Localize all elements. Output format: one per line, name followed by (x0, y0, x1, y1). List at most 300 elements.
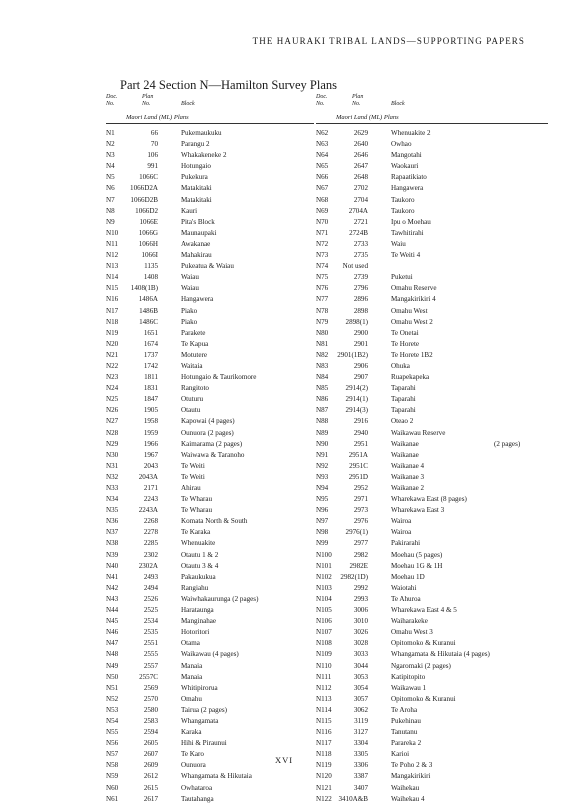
table-row (106, 561, 314, 572)
doc-no: N65 (316, 162, 329, 171)
doc-no: N50 (106, 672, 119, 681)
doc-no: N24 (106, 384, 119, 393)
block-name: Waikawau (4 pages) (181, 650, 239, 659)
doc-no: N100 (316, 550, 332, 559)
plan-no: 2646 (353, 151, 368, 160)
table-row (316, 771, 548, 782)
plan-no: 3306 (353, 761, 368, 770)
block-name: Te Weiti 4 (391, 251, 421, 260)
block-name: Te Weiti (181, 472, 205, 481)
block-name: Waiharakeke (391, 617, 428, 626)
plan-no: Not used (342, 262, 368, 271)
doc-no: N112 (316, 683, 332, 692)
block-name: Manaia (181, 672, 203, 681)
doc-no: N80 (316, 328, 329, 337)
table-row (106, 272, 314, 283)
doc-no: N7 (106, 195, 115, 204)
block-name: Pukeatua & Waiau (181, 262, 234, 271)
block-name: Wharekawa East 4 & 5 (391, 606, 457, 615)
doc-no: N108 (316, 639, 332, 648)
plan-no: 2494 (143, 583, 158, 592)
block-name: Tautahanga (181, 794, 214, 803)
plan-no: 1905 (143, 406, 158, 415)
plan-no: 70 (150, 140, 158, 149)
table-row (106, 771, 314, 782)
block-name: Parakete (181, 328, 206, 337)
doc-no: N9 (106, 217, 115, 226)
doc-no: N90 (316, 439, 329, 448)
doc-no: N116 (316, 728, 332, 737)
block-name: Otautu 1 & 2 (181, 550, 219, 559)
table-row (316, 228, 548, 239)
doc-no: N52 (106, 694, 119, 703)
table-row (316, 716, 548, 727)
plan-no: 2721 (353, 217, 368, 226)
table-row (106, 239, 314, 250)
table-row (106, 594, 314, 605)
table-row (106, 638, 314, 649)
doc-no: N91 (316, 450, 329, 459)
plan-no: 2243A (138, 506, 158, 515)
plan-no: 3305 (353, 750, 368, 759)
table-row (106, 416, 314, 427)
plan-no: 1066I (141, 251, 158, 260)
subheading: Maori Land (ML) Plans (126, 114, 189, 121)
table-row (106, 361, 314, 372)
plan-no: 3304 (353, 739, 368, 748)
block-name: Mangotahi (391, 151, 422, 160)
divider (106, 123, 314, 124)
plan-no: 3028 (353, 639, 368, 648)
plan-no: 1066E (139, 217, 158, 226)
plans-column-right (316, 92, 548, 805)
plan-no: 2526 (143, 594, 158, 603)
block-name: Te Karo (181, 750, 204, 759)
table-row (316, 161, 548, 172)
plans-list-left (106, 128, 314, 805)
block-name: Te Ahuroa (391, 594, 421, 603)
table-row (106, 494, 314, 505)
table-row (106, 150, 314, 161)
plan-no: 2302A (138, 561, 158, 570)
block-name: Hotoritori (181, 628, 210, 637)
doc-no: N63 (316, 140, 329, 149)
block-name: Manginahae (181, 617, 217, 626)
plan-no: 2580 (143, 705, 158, 714)
plan-no: 2973 (353, 506, 368, 515)
doc-no: N6 (106, 184, 115, 193)
table-row (106, 794, 314, 805)
doc-no: N121 (316, 783, 332, 792)
block-name: Hotungaio (181, 162, 211, 171)
plan-no: 3407 (353, 783, 368, 792)
doc-no: N69 (316, 206, 329, 215)
block-name: Mangakirikiri (391, 772, 431, 781)
doc-no: N32 (106, 472, 119, 481)
plan-no: 2992 (353, 583, 368, 592)
plan-no: 1651 (143, 328, 158, 337)
block-name: Kaimarama (2 pages) (181, 439, 243, 448)
block-name: Whangamata (181, 716, 219, 725)
plan-no: 106 (147, 151, 158, 160)
block-name: Pita's Block (181, 217, 215, 226)
block-name: Moehau (5 pages) (391, 550, 443, 559)
block-name: Moehau 1D (391, 572, 425, 581)
plan-no: 2243 (143, 495, 158, 504)
plan-no: 2982 (353, 550, 368, 559)
page-number: XVI (274, 755, 294, 765)
table-row (106, 727, 314, 738)
doc-no: N5 (106, 173, 115, 182)
block-name: Owhao (391, 140, 412, 149)
plan-no: 2570 (143, 694, 158, 703)
doc-no: N106 (316, 617, 332, 626)
table-row (316, 283, 548, 294)
block-name: Waiu (391, 239, 406, 248)
block-note: (2 pages) (494, 439, 521, 448)
subheading: Maori Land (ML) Plans (336, 114, 399, 121)
block-name: Awakanae (181, 239, 211, 248)
table-row (106, 505, 314, 516)
table-row (316, 583, 548, 594)
plan-no: 1959 (143, 428, 158, 437)
plan-no: 2551 (143, 639, 158, 648)
plan-no: 2285 (143, 539, 158, 548)
block-name: Te Horete (391, 339, 420, 348)
doc-no: N31 (106, 461, 119, 470)
table-row (316, 206, 548, 217)
plan-no: 3387 (353, 772, 368, 781)
block-name: Whitipirorua (181, 683, 218, 692)
table-row (316, 394, 548, 405)
doc-no: N11 (106, 239, 118, 248)
table-row (316, 527, 548, 538)
plan-no: 1742 (143, 361, 158, 370)
plan-no: 1486B (139, 306, 158, 315)
table-row (106, 250, 314, 261)
plan-no: 2648 (353, 173, 368, 182)
block-name: Moehau 1G & 1H (391, 561, 443, 570)
plan-no: 2640 (353, 140, 368, 149)
plan-no: 1966 (143, 439, 158, 448)
block-name: Taukoro (391, 195, 415, 204)
table-row (106, 605, 314, 616)
table-row (316, 306, 548, 317)
plan-no: 1066D2B (130, 195, 158, 204)
block-name: Taparahi (391, 395, 416, 404)
plan-no: 2278 (143, 528, 158, 537)
table-row (316, 183, 548, 194)
plan-no: 2605 (143, 739, 158, 748)
plan-no: 2951 (353, 439, 368, 448)
table-row (106, 661, 314, 672)
plan-no: 3054 (353, 683, 368, 692)
plan-no: 2952 (353, 484, 368, 492)
table-row (106, 428, 314, 439)
plan-no: 2043 (143, 461, 158, 470)
table-row (106, 572, 314, 583)
block-name: Taukoro (391, 206, 415, 215)
plan-no: 2982(1D) (340, 572, 368, 581)
block-name: Karioi (391, 750, 410, 759)
doc-no: N53 (106, 705, 119, 714)
doc-no: N29 (106, 439, 119, 448)
doc-no: N104 (316, 594, 332, 603)
doc-no: N22 (106, 361, 119, 370)
plans-list-right (316, 128, 548, 805)
doc-no: N114 (316, 705, 332, 714)
doc-no: N27 (106, 417, 119, 426)
plan-no: 2043A (138, 472, 158, 481)
block-name: Kauri (181, 206, 198, 215)
doc-no: N78 (316, 306, 329, 315)
table-row (106, 339, 314, 350)
doc-no: N16 (106, 295, 119, 304)
block-name: Omahu West 3 (391, 628, 433, 637)
table-row (106, 483, 314, 494)
table-row (106, 783, 314, 794)
plans-column-left (106, 92, 314, 805)
block-name: Ohuka (391, 361, 410, 370)
block-name: Opitomoko & Kuranui (391, 639, 456, 648)
doc-no: N23 (106, 373, 119, 382)
table-row (316, 627, 548, 638)
table-row (106, 705, 314, 716)
block-name: Ruapekapeka (391, 373, 430, 382)
table-row (106, 683, 314, 694)
plan-no: 2982E (349, 561, 368, 570)
table-row (106, 649, 314, 660)
doc-no: N14 (106, 273, 119, 282)
block-name: Whakakeneke 2 (181, 151, 227, 160)
table-row (106, 206, 314, 217)
doc-no: N68 (316, 195, 329, 204)
block-name: Hihi & Piraunui (181, 739, 227, 748)
doc-no: N70 (316, 217, 329, 226)
doc-no: N88 (316, 417, 329, 426)
plan-no-header: Plan No. (142, 94, 154, 107)
table-row (106, 583, 314, 594)
doc-no: N40 (106, 561, 119, 570)
doc-no-header: Doc. No. (106, 94, 118, 107)
block-name: Otama (181, 639, 200, 648)
table-row (106, 527, 314, 538)
doc-no: N97 (316, 517, 329, 526)
doc-no: N95 (316, 495, 329, 504)
divider (316, 123, 548, 124)
block-name: Waikanae (391, 450, 419, 459)
block-name: Pukekura (181, 173, 208, 182)
table-row (106, 294, 314, 305)
block-name: Omahu (181, 694, 202, 703)
table-row (316, 328, 548, 339)
plan-no: 2976 (353, 517, 368, 526)
doc-no: N1 (106, 129, 115, 137)
doc-no: N96 (316, 506, 329, 515)
table-row (316, 783, 548, 794)
table-row (316, 638, 548, 649)
block-header: Block (181, 101, 195, 107)
doc-no: N77 (316, 295, 329, 304)
block-name: Kapowai (4 pages) (181, 417, 235, 426)
block-name: Ounuora (181, 761, 206, 770)
block-name: Ipu o Moehau (391, 217, 431, 226)
block-name: Te Karaka (181, 528, 211, 537)
table-row (316, 705, 548, 716)
plan-no: 2724B (349, 228, 368, 237)
table-row (106, 161, 314, 172)
plan-no: 1486A (138, 295, 158, 304)
doc-no: N21 (106, 350, 119, 359)
block-name: Harataunga (181, 606, 214, 615)
plan-no: 2534 (143, 617, 158, 626)
block-name: Omahu West (391, 306, 428, 315)
doc-no: N98 (316, 528, 329, 537)
running-header: THE HAURAKI TRIBAL LANDS—SUPPORTING PAPERS (252, 36, 525, 46)
block-name: Parareka 2 (391, 739, 422, 748)
table-row (316, 294, 548, 305)
table-row (316, 683, 548, 694)
plan-no: 1066H (138, 239, 158, 248)
block-name: Waikawau 1 (391, 683, 427, 692)
block-name: Waikawau Reserve (391, 428, 446, 437)
doc-no: N18 (106, 317, 119, 326)
table-row (106, 217, 314, 228)
doc-no: N81 (316, 339, 329, 348)
plan-no: 2993 (353, 594, 368, 603)
doc-no: N49 (106, 661, 119, 670)
table-row (316, 572, 548, 583)
table-row (316, 738, 548, 749)
block-name: Puketui (391, 273, 413, 282)
block-name: Wairoa (391, 528, 412, 537)
plan-no: 2898 (353, 306, 368, 315)
plan-no: 1674 (143, 339, 158, 348)
plan-no: 2951C (349, 461, 368, 470)
block-name: Piako (181, 317, 198, 326)
doc-no: N37 (106, 528, 119, 537)
block-name: Pukehinau (391, 716, 421, 725)
plan-no: 2612 (143, 772, 158, 781)
table-row (106, 317, 314, 328)
table-row (316, 472, 548, 483)
doc-no: N103 (316, 583, 332, 592)
plan-no: 1066G (138, 228, 158, 237)
doc-no: N19 (106, 328, 119, 337)
table-row (316, 172, 548, 183)
block-name: Parangu 2 (181, 140, 210, 149)
table-row (316, 261, 548, 272)
doc-no: N72 (316, 239, 329, 248)
plan-no: 2916 (353, 417, 368, 426)
block-name: Waihekau (391, 783, 420, 792)
plan-no: 2898(1) (345, 317, 368, 326)
block-name: Tairua (2 pages) (181, 705, 227, 714)
doc-no: N62 (316, 129, 329, 137)
block-name: Tawhitirahi (391, 228, 424, 237)
block-name: Waiotahi (391, 583, 417, 592)
doc-no: N26 (106, 406, 119, 415)
plan-no: 3006 (353, 606, 368, 615)
plan-no: 1135 (144, 262, 158, 271)
doc-no: N55 (106, 728, 119, 737)
doc-no: N3 (106, 151, 115, 160)
section-title: Part 24 Section N—Hamilton Survey Plans (120, 78, 337, 92)
table-row (106, 328, 314, 339)
plan-no: 2268 (143, 517, 158, 526)
plan-no: 2914(1) (345, 395, 368, 404)
doc-no: N67 (316, 184, 329, 193)
block-name: Te Weiti (181, 461, 205, 470)
plan-no: 2907 (353, 373, 368, 382)
doc-no: N117 (316, 739, 332, 748)
plan-no: 2617 (143, 794, 158, 803)
block-name: Pakirarahi (391, 539, 421, 548)
table-row (316, 272, 548, 283)
block-name: Hotungaio & Taurikomore (181, 373, 257, 382)
doc-no: N87 (316, 406, 329, 415)
doc-no: N64 (316, 151, 329, 160)
doc-no: N48 (106, 650, 119, 659)
doc-no: N44 (106, 606, 119, 615)
plan-no: 2629 (353, 129, 368, 137)
doc-no: N111 (316, 672, 332, 681)
block-name: Whenuakite (181, 539, 216, 548)
table-row (106, 372, 314, 383)
doc-no: N33 (106, 484, 119, 492)
doc-no: N42 (106, 583, 119, 592)
block-name: Te Horete 1B2 (391, 350, 433, 359)
plan-no: 2971 (353, 495, 368, 504)
doc-no: N83 (316, 361, 329, 370)
block-name: Waikanae 4 (391, 461, 425, 470)
table-row (316, 483, 548, 494)
plan-no: 2607 (143, 750, 158, 759)
table-row (106, 716, 314, 727)
table-row (316, 350, 548, 361)
block-name: Owhataroa (181, 783, 213, 792)
table-row (316, 239, 548, 250)
table-row (316, 516, 548, 527)
plan-no: 2951D (348, 472, 368, 481)
table-row (106, 172, 314, 183)
block-name: Waiau (181, 284, 199, 293)
plan-no: 3033 (353, 650, 368, 659)
doc-no: N85 (316, 384, 329, 393)
table-row (316, 505, 548, 516)
plan-no: 2555 (143, 650, 158, 659)
block-name: Waiau (181, 273, 199, 282)
table-row (316, 550, 548, 561)
doc-no: N107 (316, 628, 332, 637)
doc-no: N43 (106, 594, 119, 603)
block-name: Karaka (181, 728, 202, 737)
plan-no: 2583 (143, 716, 158, 725)
doc-no: N46 (106, 628, 119, 637)
table-row (106, 394, 314, 405)
plan-no: 1066D2 (135, 206, 158, 215)
table-row (316, 694, 548, 705)
plan-no: 2525 (143, 606, 158, 615)
block-name: Otautu 3 & 4 (181, 561, 219, 570)
plan-no: 2535 (143, 628, 158, 637)
doc-no: N109 (316, 650, 332, 659)
doc-no: N2 (106, 140, 115, 149)
block-name: Katipitopito (391, 672, 426, 681)
table-row (106, 450, 314, 461)
doc-no: N120 (316, 772, 332, 781)
doc-no: N34 (106, 495, 119, 504)
